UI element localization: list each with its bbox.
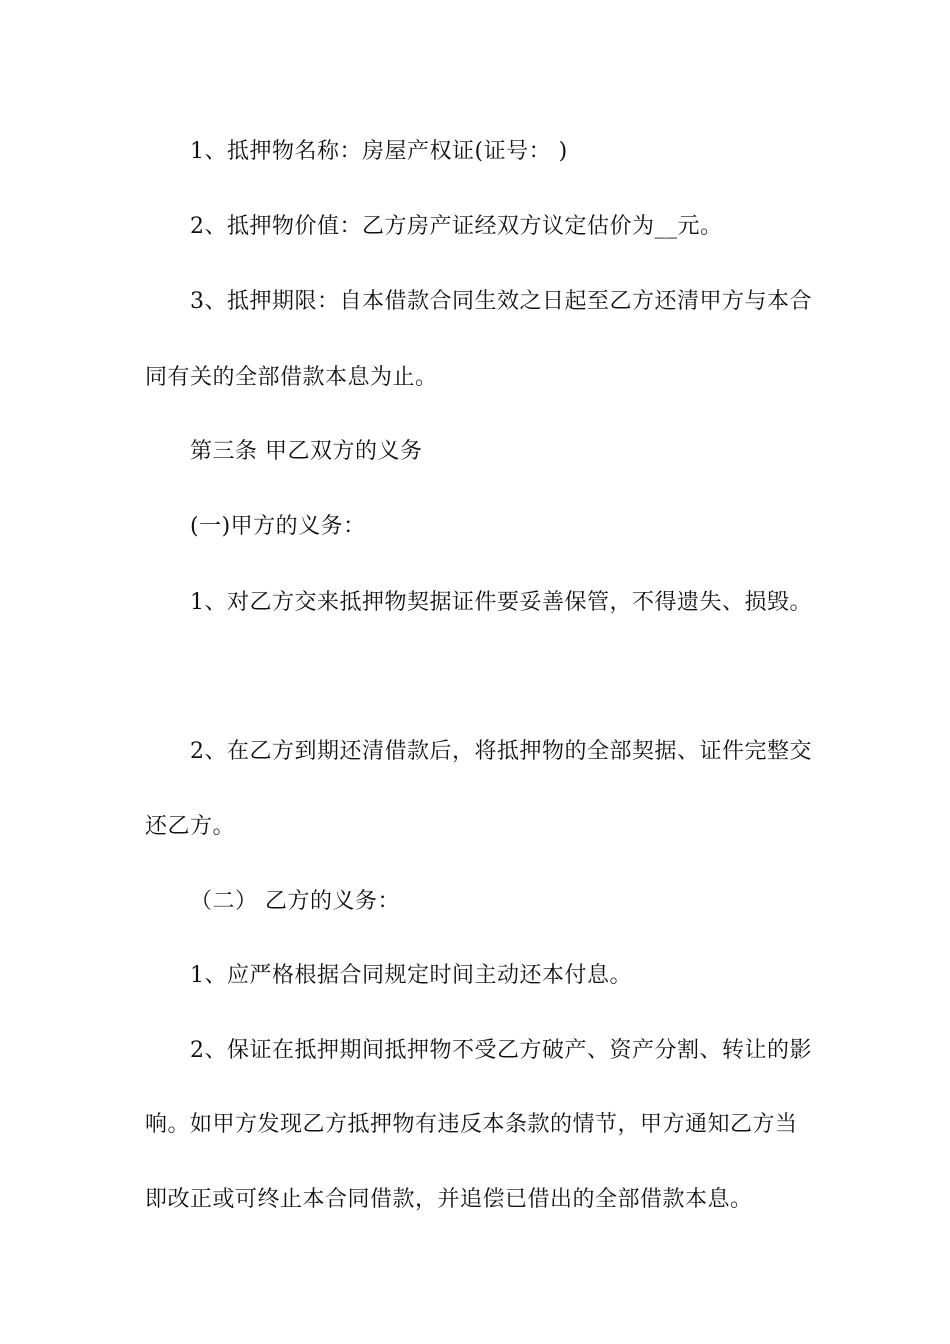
party-a-obligation-1: 1、对乙方交来抵押物契据证件要妥善保管，不得遗失、损毁。 xyxy=(190,590,812,615)
collateral-name-line: 1、抵押物名称：房屋产权证(证号： ) xyxy=(190,139,568,164)
party-b-obligation-1: 1、应严格根据合同规定时间主动还本付息。 xyxy=(190,963,632,988)
party-a-obligation-2-cont: 还乙方。 xyxy=(145,814,236,839)
party-a-obligations-heading: (一)甲方的义务： xyxy=(190,514,366,539)
party-b-obligation-2: 2、保证在抵押期间抵押物不受乙方破产、资产分割、转让的影 xyxy=(190,1038,812,1063)
party-b-obligation-2-cont-1: 响。如甲方发现乙方抵押物有违反本条款的情节，甲方通知乙方当 xyxy=(145,1112,798,1137)
party-a-obligation-2: 2、在乙方到期还清借款后，将抵押物的全部契据、证件完整交 xyxy=(190,739,812,764)
mortgage-term-continuation: 同有关的全部借款本息为止。 xyxy=(145,365,438,390)
party-b-obligation-2-cont-2: 即改正或可终止本合同借款，并追偿已借出的全部借款本息。 xyxy=(145,1187,753,1212)
mortgage-term-line: 3、抵押期限：自本借款合同生效之日起至乙方还清甲方与本合 xyxy=(190,289,812,314)
party-b-obligations-heading: （二） 乙方的义务： xyxy=(190,889,400,914)
article-three-heading: 第三条 甲乙双方的义务 xyxy=(190,439,423,464)
collateral-value-line: 2、抵押物价值：乙方房产证经双方议定估价为__元。 xyxy=(190,214,723,239)
